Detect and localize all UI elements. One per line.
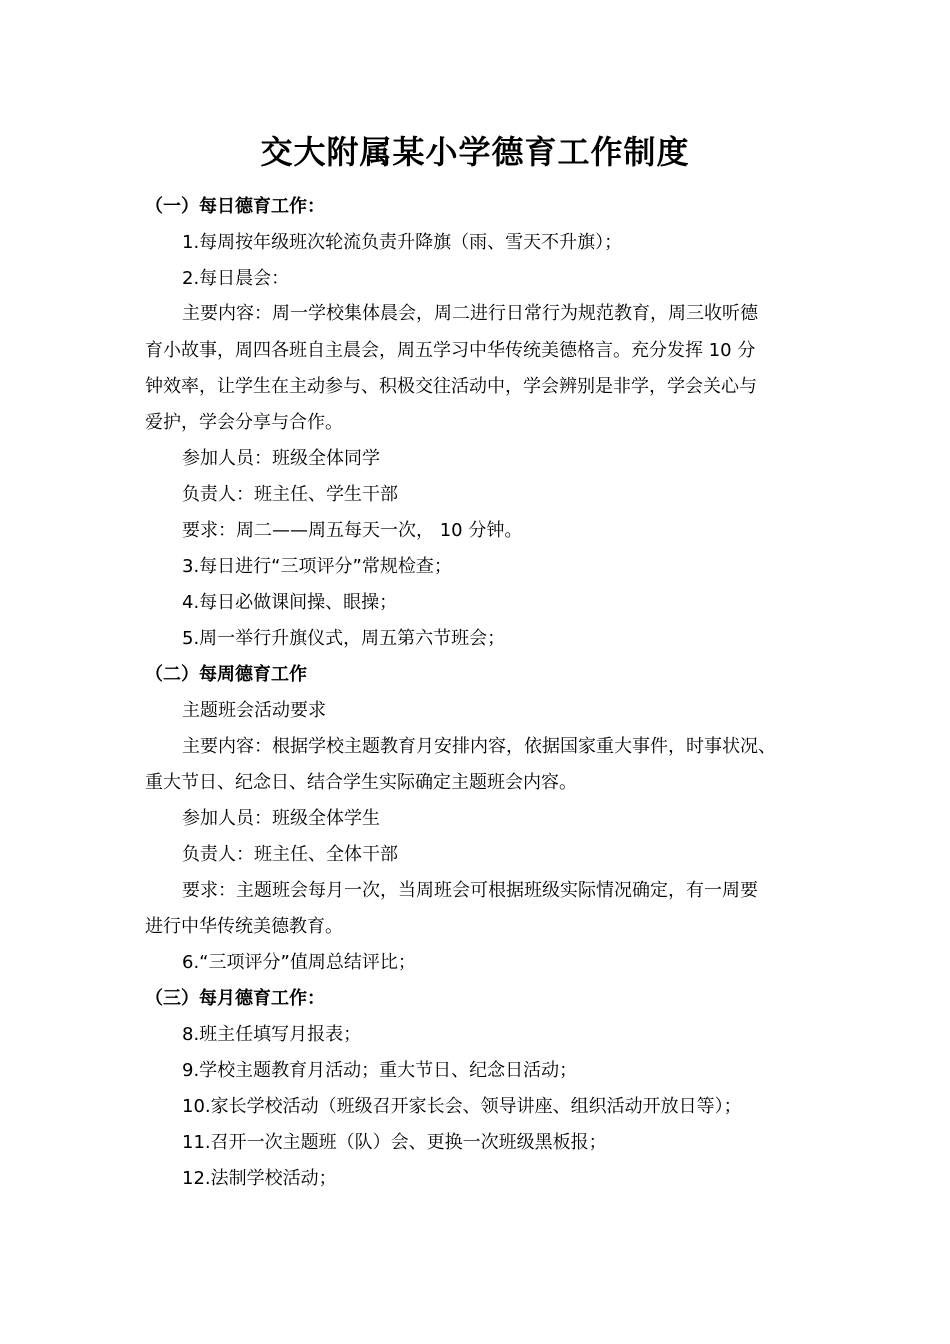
paragraph-line: 要求：周二——周五每天一次， 10 分钟。 xyxy=(182,520,523,541)
paragraph-line: 进行中华传统美德教育。 xyxy=(145,916,343,937)
section-heading-weekly: （二）每周德育工作 xyxy=(145,664,307,685)
paragraph-line: 负责人：班主任、全体干部 xyxy=(182,844,398,865)
document-title: 交大附属某小学德育工作制度 xyxy=(260,133,690,171)
paragraph-line: 参加人员：班级全体学生 xyxy=(182,808,380,829)
paragraph-line: 5.周一举行升旗仪式，周五第六节班会； xyxy=(182,628,506,649)
paragraph-line: 主要内容：周一学校集体晨会，周二进行日常行为规范教育，周三收听德 xyxy=(182,303,758,324)
paragraph-line: 3.每日进行“三项评分”常规检查； xyxy=(182,556,452,577)
paragraph-line: 参加人员：班级全体同学 xyxy=(182,448,380,469)
paragraph-line: 10.家长学校活动（班级召开家长会、领导讲座、组织活动开放日等）； xyxy=(182,1096,742,1117)
paragraph-line: 主题班会活动要求 xyxy=(182,700,326,721)
paragraph-line: 4.每日必做课间操、眼操； xyxy=(182,592,398,613)
paragraph-line: 要求：主题班会每月一次，当周班会可根据班级实际情况确定，有一周要 xyxy=(182,880,758,901)
paragraph-line: 主要内容：根据学校主题教育月安排内容，依据国家重大事件，时事状况、 xyxy=(182,736,776,757)
paragraph-line: 9.学校主题教育月活动；重大节日、纪念日活动； xyxy=(182,1060,578,1081)
paragraph-line: 育小故事，周四各班自主晨会，周五学习中华传统美德格言。充分发挥 10 分 xyxy=(145,340,756,361)
paragraph-line: 11.召开一次主题班（队）会、更换一次班级黑板报； xyxy=(182,1132,607,1153)
section-heading-monthly: （三）每月德育工作： xyxy=(145,988,325,1009)
paragraph-line: 1.每周按年级班次轮流负责升降旗（雨、雪天不升旗）； xyxy=(182,232,623,253)
paragraph-line: 钟效率，让学生在主动参与、积极交往活动中，学会辨别是非学，学会关心与 xyxy=(145,376,757,397)
paragraph-line: 8.班主任填写月报表； xyxy=(182,1024,362,1045)
paragraph-line: 重大节日、纪念日、结合学生实际确定主题班会内容。 xyxy=(145,772,577,793)
section-heading-daily: （一）每日德育工作： xyxy=(145,196,325,217)
paragraph-line: 12.法制学校活动； xyxy=(182,1168,337,1189)
paragraph-line: 负责人：班主任、学生干部 xyxy=(182,484,398,505)
paragraph-line: 爱护，学会分享与合作。 xyxy=(145,412,343,433)
paragraph-line: 2.每日晨会： xyxy=(182,268,290,289)
paragraph-line: 6.“三项评分”值周总结评比； xyxy=(182,952,416,973)
